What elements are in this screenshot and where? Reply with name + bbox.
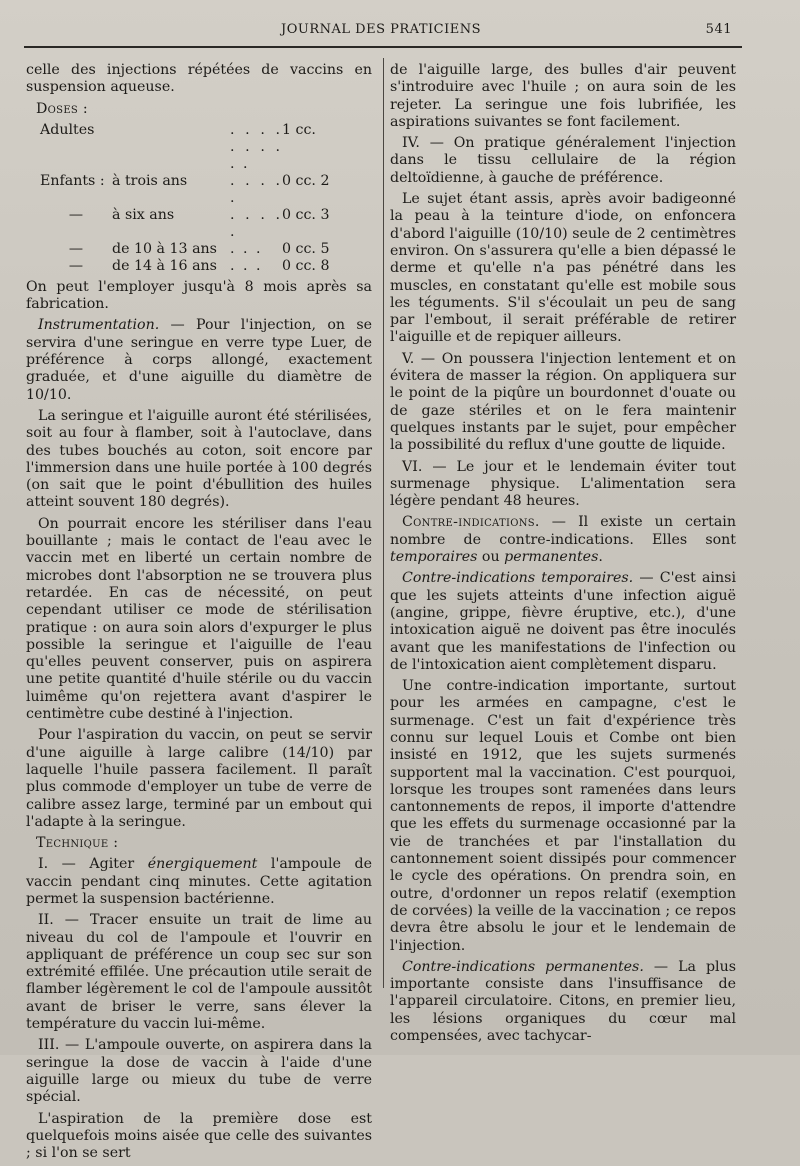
paragraph: Le sujet étant assis, après avoir badigeonné la peau à la teinture d'iode, on enfoncera d'abord l'aiguille (10/10) seule de 2 centimètres environ. On s'assurera qu'elle a bien dépassé le derme et qu'elle n'a pas pénétré dans les muscles, en constatant qu'elle est mobile sous les téguments. S'il s'écoulait un peu de sang par l'embout, il serait préférable de retirer l'aiguille et de repiquer ailleurs. (390, 191, 736, 346)
dose-row (40, 122, 342, 173)
dose-leader: . . . (230, 240, 263, 257)
paragraph: La seringue et l'aiguille auront été stérilisées, soit au four à flamber, soit à l'autoclave, dans des tubes bouchés au coton, soit encore par l'immersion dans une huile portée à 100 degrés (on sait que le point d'ébullition des huiles atteint souvent 180 degrés). (26, 407, 372, 511)
paragraph: L'aspiration de la première dose est quelquefois moins aisée que celle des suivantes ; si l'on se sert (26, 1110, 372, 1162)
section-title-temporaires: Contre-indications temporaires. (402, 570, 634, 587)
paragraph-text: — Il existe un certain nombre de contre-indications. Elles sont (390, 514, 736, 548)
column-divider (383, 58, 384, 988)
dose-leader: . . . . . (230, 206, 282, 240)
emphasis: temporaires (390, 549, 478, 566)
dose-subject: Adultes (40, 121, 95, 138)
paragraph-text: ou (477, 549, 505, 566)
dose-quantity: 0 cc. 2 (282, 172, 330, 189)
paragraph-contre-indications (390, 514, 736, 566)
paragraph-text: . (598, 549, 603, 566)
step-3: III. — L'ampoule ouverte, on aspirera dans la seringue la dose de vaccin à l'aide d'une aiguille large ou mieux du tube de verre spécial. (26, 1037, 372, 1106)
dose-table (40, 122, 342, 275)
dose-row (40, 173, 342, 207)
step-6: VI. — Le jour et le lendemain éviter tout surmenage physique. L'alimentation sera légère pendant 48 heures. (390, 458, 736, 510)
paragraph-temporaires (390, 570, 736, 674)
header-rule (24, 46, 742, 48)
paragraph: On pourrait encore les stériliser dans l'eau bouillante ; mais le contact de l'eau avec le vaccin met en liberté un certain nombre de microbes dont l'absorption ne se trouvera plus retardée. En cas de nécessité, on peut cependant utiliser ce mode de stérilisation pratique : on aura soin alors d'expurger le plus possible la seringue et l'aiguille de l'eau qu'elles peuvent conserver, puis on aspirera une petite quantité d'huile stérile ou du vaccin luimême qu'on rejettera avant d'aspirer le centimètre cube destiné à l'injection. (26, 515, 372, 723)
dose-quantity: 0 cc. 5 (282, 240, 330, 257)
section-title-contre-indications: Contre-indications. (402, 514, 540, 531)
dose-leader: . . . . . . . . . . (230, 121, 282, 172)
step-5: V. — On poussera l'injection lentement et on évitera de masser la région. On appliquera sur le point de la piqûre un bourdonnet d'ouate ou de gaze stériles et on le fera maintenir quelques instants par le sujet, pour empêcher la possibilité du reflux d'une goutte de liquide. (390, 350, 736, 454)
right-column (390, 62, 736, 1049)
paragraph: celle des injections répétées de vaccins en suspension aqueuse. (26, 62, 372, 96)
paragraph-text: — La plus importante consiste dans l'insuffisance de l'appareil circulatoire. Citons, en premier lieu, les lésions organiques du cœur mal compensées, avec tachycar- (390, 958, 736, 1045)
dose-row (40, 241, 342, 258)
dose-row (40, 207, 342, 241)
dose-quantity: 1 cc. (282, 121, 316, 138)
paragraph-text: l'ampoule de vaccin pendant cinq minutes. Cette agitation permet la suspension bactérienne. (26, 856, 372, 907)
dose-leader: . . . (230, 257, 263, 274)
dose-row (40, 258, 342, 275)
dose-subject: — (68, 206, 84, 223)
dose-age: de 10 à 13 ans (112, 240, 217, 257)
technique-heading: Technique : (36, 835, 119, 852)
left-column (26, 62, 372, 1166)
dose-age: à six ans (112, 206, 175, 223)
dose-subject: Enfants : (40, 172, 105, 189)
journal-title: JOURNAL DES PRATICIENS (281, 22, 481, 37)
step-1 (26, 856, 372, 908)
dose-leader: . . . . . (230, 172, 282, 206)
emphasis: énergiquement (147, 856, 258, 873)
dose-subject: — (68, 257, 84, 274)
emphasis: permanentes (504, 549, 599, 566)
dose-subject: — (68, 240, 84, 257)
running-head (30, 22, 732, 42)
paragraph: Pour l'aspiration du vaccin, on peut se servir d'une aiguille à large calibre (14/10) par laquelle l'huile passera facilement. Il paraît plus commode d'employer un tube de verre de calibre assez large, terminé par un embout qui l'adapte à la seringue. (26, 727, 372, 830)
paragraph-text: — Pour l'injection, on se servira d'une seringue en verre type Luer, de préférence à corps allongé, exactement graduée, et d'une aiguille du diamètre de 10/10. (26, 317, 372, 403)
paragraph-instrumentation (26, 317, 372, 403)
paragraph: de l'aiguille large, des bulles d'air peuvent s'introduire avec l'huile ; on aura soin de les rejeter. La seringue une fois lubrifiée, les aspirations suivantes se font facilement. (390, 62, 736, 130)
paragraph: Une contre-indication importante, surtout pour les armées en campagne, c'est le surmenage. C'est un fait d'expérience très connu sur lequel Louis et Combe ont bien insisté en 1912, que les sujets surmenés supportent mal la vaccination. C'est pourquoi, lorsque les troupes sont ramenées dans leurs cantonnements de repos, il importe d'attendre que les effets du surmenage occasionné par la vie de tranchées et par l'installation du cantonnement soient dissipés pour commencer le cycle des opérations. On prendra soin, en outre, d'ordonner un repos relatif (exemption de corvées) la veille de la vaccination ; ce repos devra être absolu le jour et le lendemain de l'injection. (390, 678, 736, 954)
dose-age: de 14 à 16 ans (112, 257, 217, 274)
paragraph-text: — C'est ainsi que les sujets atteints d'une infection aiguë (angine, grippe, fièvre éruptive, etc.), d'une intoxication aiguë ne doivent pas être inoculés avant que les manifestations de l'infection ou de l'intoxication aient complètement disparu. (390, 570, 736, 673)
step-4: IV. — On pratique généralement l'injection dans le tissu cellulaire de la région deltoïdienne, à gauche de préférence. (390, 135, 736, 186)
paragraph: On peut l'employer jusqu'à 8 mois après sa fabrication. (26, 278, 372, 313)
dose-age (112, 122, 230, 173)
page-number: 541 (705, 22, 732, 37)
step-2: II. — Tracer ensuite un trait de lime au niveau du col de l'ampoule et l'ouvrir en appliquant de préférence un coup sec sur son extrémité effilée. Une précaution utile serait de flamber légèrement le col de l'ampoule aussitôt avant de briser le verre, sans élever la température du vaccin lui-même. (26, 912, 372, 1033)
paragraph-text: I. — Agiter (38, 856, 148, 873)
dose-quantity: 0 cc. 8 (282, 257, 330, 274)
section-title-instrumentation: Instrumentation. (38, 317, 160, 334)
paragraph-permanentes (390, 959, 736, 1045)
dose-age: à trois ans (112, 172, 188, 189)
doses-heading: Doses : (36, 100, 88, 117)
section-title-permanentes: Contre-indications permanentes. (402, 958, 644, 975)
dose-quantity: 0 cc. 3 (282, 206, 330, 223)
